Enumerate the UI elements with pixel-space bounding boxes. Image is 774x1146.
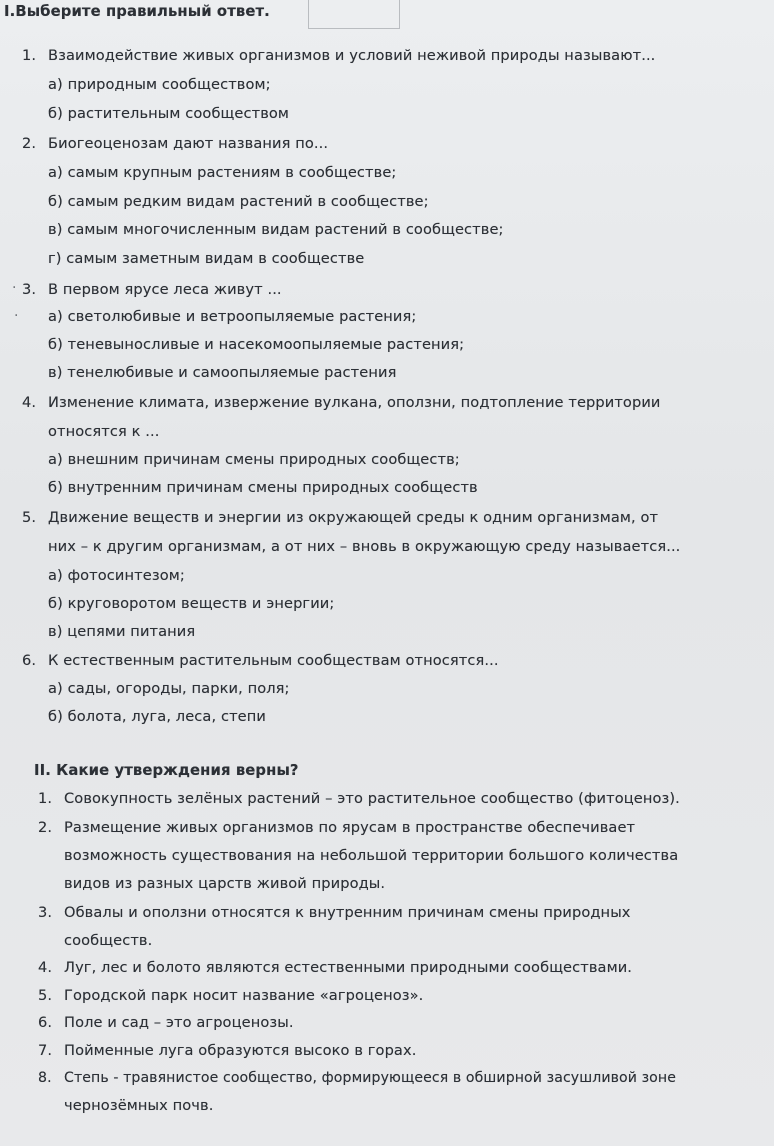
question-number: 6.	[22, 652, 37, 669]
option-1a: а) природным сообществом;	[48, 76, 271, 93]
statement-1	[38, 789, 680, 809]
option-3b: б) теневыносливые и насекомоопыляемые растения;	[48, 336, 465, 353]
statement-text: Пойменные луга образуются высоко в горах.	[64, 1042, 417, 1059]
pencil-mark: ·	[14, 308, 19, 324]
question-number: 3.	[22, 281, 37, 298]
statement-number: 5.	[38, 987, 53, 1004]
statement-number: 2.	[38, 819, 53, 836]
statement-number: 8.	[38, 1070, 52, 1086]
statement-text: Обвалы и оползни относятся к внутренним причинам смены природных	[64, 904, 631, 921]
statement-8-continuation: чернозёмных почв.	[64, 1097, 214, 1114]
statement-text: Совокупность зелёных растений – это растительное сообщество (фитоценоз).	[64, 790, 680, 807]
question-text: К естественным растительным сообществам относятся...	[48, 652, 499, 669]
pencil-mark: ·	[12, 280, 17, 296]
statement-text: Степь - травянистое сообщество, формирующееся в обширной засушливой зоне	[64, 1070, 676, 1086]
option-5b: б) круговоротом веществ и энергии;	[48, 595, 335, 612]
answer-box	[308, 0, 400, 29]
question-text: Изменение климата, извержение вулкана, оползни, подтопление территории	[48, 394, 661, 411]
statement-7	[38, 1041, 416, 1061]
question-number: 5.	[22, 509, 37, 526]
statement-6	[38, 1013, 294, 1033]
statement-text: Размещение живых организмов по ярусам в пространстве обеспечивает	[64, 819, 636, 836]
statement-number: 4.	[38, 959, 53, 976]
question-number: 4.	[22, 394, 37, 411]
section1-title: I.Выберите правильный ответ.	[4, 3, 270, 20]
statement-2	[38, 818, 635, 838]
option-4b: б) внутренним причинам смены природных сообществ	[48, 479, 478, 496]
question-2	[22, 134, 328, 154]
statement-3-continuation: сообществ.	[64, 932, 153, 949]
option-2a: а) самым крупным растениям в сообществе;	[48, 164, 397, 181]
statement-number: 6.	[38, 1014, 53, 1031]
option-6a: а) сады, огороды, парки, поля;	[48, 680, 290, 697]
question-5-continuation: них – к другим организмам, а от них – вновь в окружающую среду называется...	[48, 538, 681, 555]
question-3	[22, 280, 282, 300]
statement-text: Городской парк носит название «агроценоз».	[64, 987, 424, 1004]
statement-2-continuation: видов из разных царств живой природы.	[64, 875, 386, 892]
question-text: В первом ярусе леса живут ...	[48, 281, 282, 298]
question-4	[22, 393, 661, 413]
question-6	[22, 651, 499, 671]
option-5a: а) фотосинтезом;	[48, 567, 185, 584]
statement-8	[38, 1068, 676, 1088]
option-2b: б) самым редким видам растений в сообществе;	[48, 193, 429, 210]
question-5	[22, 508, 658, 528]
question-number: 1.	[22, 47, 37, 64]
statement-text: Луг, лес и болото являются естественными природными сообществами.	[64, 959, 633, 976]
question-text: Движение веществ и энергии из окружающей среды к одним организмам, от	[48, 509, 659, 526]
option-1b: б) растительным сообществом	[48, 105, 290, 122]
option-3a: а) светолюбивые и ветроопыляемые растения;	[48, 308, 417, 325]
question-text: Биогеоценозам дают названия по...	[48, 135, 329, 152]
statement-3	[38, 903, 631, 923]
option-4a: а) внешним причинам смены природных сообществ;	[48, 451, 460, 468]
question-text: Взаимодействие живых организмов и условий неживой природы называют...	[48, 47, 656, 64]
section2-title: II. Какие утверждения верны?	[34, 762, 299, 779]
question-number: 2.	[22, 135, 37, 152]
option-2d: г) самым заметным видам в сообществе	[48, 250, 365, 267]
statement-number: 7.	[38, 1042, 53, 1059]
statement-number: 1.	[38, 790, 53, 807]
option-3c: в) тенелюбивые и самоопыляемые растения	[48, 364, 397, 381]
statement-text: Поле и сад – это агроценозы.	[64, 1014, 294, 1031]
statement-5	[38, 986, 423, 1006]
question-1	[22, 46, 655, 66]
statement-number: 3.	[38, 904, 53, 921]
statement-4	[38, 958, 632, 978]
option-2c: в) самым многочисленным видам растений в сообществе;	[48, 221, 504, 238]
statement-2-continuation: возможность существования на небольшой территории большого количества	[64, 847, 679, 864]
question-4-continuation: относятся к ...	[48, 423, 160, 440]
option-6b: б) болота, луга, леса, степи	[48, 708, 266, 725]
option-5c: в) цепями питания	[48, 623, 196, 640]
